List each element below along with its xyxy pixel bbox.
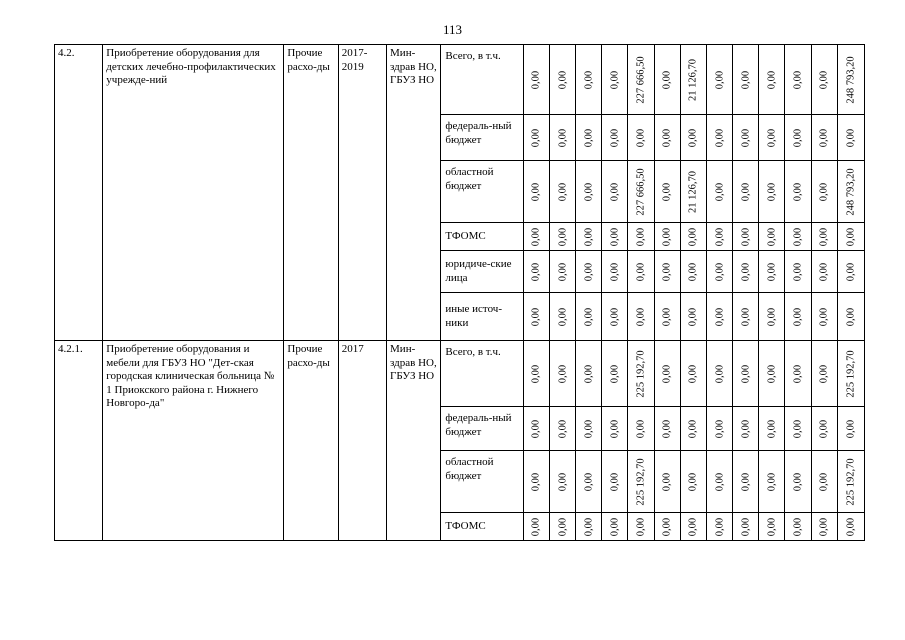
amount-value: 0,00 bbox=[766, 70, 778, 89]
amount-cell bbox=[706, 451, 732, 513]
amount-cell bbox=[602, 341, 628, 407]
amount-cell bbox=[654, 115, 680, 161]
amount-cell bbox=[628, 115, 654, 161]
amount-cell bbox=[628, 341, 654, 407]
amount-value: 0,00 bbox=[661, 472, 673, 491]
funding-source-label: ТФОМС bbox=[441, 223, 524, 251]
expense-type: Прочие расхо-ды bbox=[284, 341, 338, 541]
amount-cell bbox=[602, 513, 628, 541]
amount-value: 0,00 bbox=[530, 128, 542, 147]
amount-value: 0,00 bbox=[583, 472, 594, 491]
amount-cell bbox=[785, 251, 811, 293]
amount-cell bbox=[733, 223, 759, 251]
amount-cell bbox=[680, 251, 706, 293]
amount-cell bbox=[602, 115, 628, 161]
amount-cell bbox=[602, 451, 628, 513]
amount-cell bbox=[654, 341, 680, 407]
amount-value: 0,00 bbox=[583, 262, 594, 281]
item-name: Приобретение оборудования и мебели для ГБУЗ НО "Дет-ская городская клиническая больница № 1 Приокского района г. Нижнего Новгоро-да" bbox=[103, 341, 284, 541]
amount-cell bbox=[550, 407, 576, 451]
amount-cell bbox=[811, 407, 837, 451]
amount-value: 0,00 bbox=[609, 472, 621, 491]
amount-cell bbox=[680, 513, 706, 541]
amount-cell bbox=[628, 451, 654, 513]
amount-value: 0,00 bbox=[583, 517, 594, 536]
amount-cell bbox=[811, 451, 837, 513]
amount-value: 0,00 bbox=[766, 419, 778, 438]
amount-value: 0,00 bbox=[530, 182, 542, 201]
amount-cell bbox=[837, 251, 864, 293]
amount-cell bbox=[759, 161, 785, 223]
funding-source-label: Всего, в т.ч. bbox=[441, 45, 524, 115]
amount-cell bbox=[576, 451, 602, 513]
amount-value: 0,00 bbox=[739, 262, 751, 281]
amount-value: 0,00 bbox=[845, 419, 857, 438]
amount-value: 0,00 bbox=[687, 227, 699, 246]
amount-value: 0,00 bbox=[792, 472, 804, 491]
amount-value: 0,00 bbox=[556, 517, 568, 536]
amount-value: 0,00 bbox=[713, 262, 725, 281]
funding-source-label: областной бюджет bbox=[441, 451, 524, 513]
amount-cell bbox=[811, 223, 837, 251]
amount-value: 0,00 bbox=[713, 182, 725, 201]
amount-cell bbox=[654, 513, 680, 541]
amount-value: 0,00 bbox=[609, 517, 621, 536]
amount-value: 0,00 bbox=[635, 307, 647, 326]
amount-cell bbox=[733, 251, 759, 293]
amount-cell bbox=[576, 341, 602, 407]
amount-cell bbox=[837, 223, 864, 251]
amount-value: 0,00 bbox=[661, 227, 673, 246]
amount-value: 0,00 bbox=[583, 227, 594, 246]
amount-value: 0,00 bbox=[661, 262, 673, 281]
amount-cell bbox=[759, 115, 785, 161]
amount-cell bbox=[576, 407, 602, 451]
amount-value: 0,00 bbox=[792, 307, 804, 326]
amount-cell bbox=[628, 251, 654, 293]
amount-value: 0,00 bbox=[687, 419, 699, 438]
amount-value: 0,00 bbox=[818, 128, 830, 147]
amount-cell bbox=[759, 45, 785, 115]
amount-cell bbox=[785, 407, 811, 451]
amount-cell bbox=[837, 45, 864, 115]
period: 2017 bbox=[338, 341, 386, 541]
amount-value: 0,00 bbox=[530, 419, 542, 438]
amount-cell bbox=[654, 251, 680, 293]
amount-value: 0,00 bbox=[818, 182, 830, 201]
amount-cell bbox=[654, 161, 680, 223]
amount-value: 0,00 bbox=[766, 472, 778, 491]
amount-value: 0,00 bbox=[792, 262, 804, 281]
page-number: 113 bbox=[442, 22, 463, 37]
amount-value: 248 793,20 bbox=[845, 167, 857, 216]
amount-cell bbox=[523, 451, 549, 513]
amount-value: 0,00 bbox=[818, 517, 830, 536]
amount-value: 0,00 bbox=[687, 307, 699, 326]
amount-value: 0,00 bbox=[556, 70, 568, 89]
amount-value: 0,00 bbox=[556, 262, 568, 281]
amount-value: 0,00 bbox=[766, 262, 778, 281]
amount-value: 0,00 bbox=[530, 262, 542, 281]
amount-cell bbox=[654, 451, 680, 513]
amount-cell bbox=[523, 161, 549, 223]
amount-cell bbox=[811, 341, 837, 407]
amount-cell bbox=[576, 293, 602, 341]
amount-value: 0,00 bbox=[739, 227, 751, 246]
amount-cell bbox=[523, 341, 549, 407]
amount-value: 0,00 bbox=[661, 364, 673, 383]
amount-cell bbox=[759, 223, 785, 251]
amount-cell bbox=[733, 407, 759, 451]
amount-value: 0,00 bbox=[661, 70, 673, 89]
amount-value: 0,00 bbox=[739, 419, 751, 438]
amount-value: 0,00 bbox=[792, 517, 804, 536]
amount-value: 0,00 bbox=[713, 472, 725, 491]
amount-value: 0,00 bbox=[661, 307, 673, 326]
item-number: 4.2. bbox=[55, 45, 103, 341]
amount-value: 0,00 bbox=[635, 517, 647, 536]
amount-cell bbox=[706, 223, 732, 251]
table-row bbox=[55, 45, 865, 115]
amount-cell bbox=[628, 45, 654, 115]
amount-cell bbox=[550, 513, 576, 541]
amount-value: 0,00 bbox=[530, 307, 542, 326]
amount-cell bbox=[811, 251, 837, 293]
amount-cell bbox=[654, 407, 680, 451]
amount-cell bbox=[785, 341, 811, 407]
amount-value: 0,00 bbox=[609, 70, 621, 89]
amount-value: 0,00 bbox=[792, 70, 804, 89]
amount-cell bbox=[759, 293, 785, 341]
funding-source-label: юридиче-ские лица bbox=[441, 251, 524, 293]
amount-cell bbox=[680, 341, 706, 407]
amount-cell bbox=[550, 251, 576, 293]
funding-source-label: федераль-ный бюджет bbox=[441, 407, 524, 451]
amount-value: 0,00 bbox=[556, 472, 568, 491]
amount-cell bbox=[654, 293, 680, 341]
amount-value: 0,00 bbox=[635, 262, 647, 281]
amount-cell bbox=[706, 407, 732, 451]
amount-value: 0,00 bbox=[766, 128, 778, 147]
amount-value: 0,00 bbox=[818, 70, 830, 89]
amount-cell bbox=[680, 115, 706, 161]
item-number: 4.2.1. bbox=[55, 341, 103, 541]
amount-value: 0,00 bbox=[792, 182, 804, 201]
amount-value: 0,00 bbox=[739, 364, 751, 383]
amount-cell bbox=[602, 45, 628, 115]
amount-cell bbox=[759, 451, 785, 513]
amount-value: 0,00 bbox=[739, 70, 751, 89]
amount-value: 0,00 bbox=[739, 307, 751, 326]
amount-value: 0,00 bbox=[792, 227, 804, 246]
amount-value: 225 192,70 bbox=[845, 349, 857, 398]
funding-source-label: федераль-ный бюджет bbox=[441, 115, 524, 161]
amount-cell bbox=[523, 407, 549, 451]
amount-value: 0,00 bbox=[661, 517, 673, 536]
amount-value: 0,00 bbox=[845, 517, 857, 536]
amount-cell bbox=[576, 115, 602, 161]
amount-value: 0,00 bbox=[766, 307, 778, 326]
amount-cell bbox=[733, 341, 759, 407]
amount-cell bbox=[733, 45, 759, 115]
amount-value: 0,00 bbox=[766, 227, 778, 246]
amount-cell bbox=[706, 251, 732, 293]
amount-cell bbox=[654, 223, 680, 251]
amount-cell bbox=[706, 293, 732, 341]
amount-value: 0,00 bbox=[530, 227, 542, 246]
amount-cell bbox=[576, 161, 602, 223]
executor: Мин-здрав НО, ГБУЗ НО bbox=[387, 45, 441, 341]
amount-cell bbox=[733, 161, 759, 223]
amount-cell bbox=[654, 45, 680, 115]
amount-cell bbox=[680, 223, 706, 251]
amount-cell bbox=[785, 293, 811, 341]
amount-cell bbox=[576, 251, 602, 293]
amount-value: 225 192,70 bbox=[845, 457, 857, 506]
amount-value: 225 192,70 bbox=[635, 349, 647, 398]
amount-value: 0,00 bbox=[713, 364, 725, 383]
amount-value: 0,00 bbox=[609, 128, 621, 147]
amount-cell bbox=[576, 45, 602, 115]
amount-value: 0,00 bbox=[713, 227, 725, 246]
amount-cell bbox=[785, 161, 811, 223]
amount-cell bbox=[837, 407, 864, 451]
amount-cell bbox=[837, 115, 864, 161]
amount-value: 0,00 bbox=[635, 419, 647, 438]
amount-value: 0,00 bbox=[661, 182, 673, 201]
amount-value: 0,00 bbox=[635, 128, 647, 147]
amount-value: 0,00 bbox=[583, 364, 594, 383]
amount-value: 0,00 bbox=[609, 419, 621, 438]
amount-value: 227 666,50 bbox=[635, 167, 647, 216]
amount-value: 0,00 bbox=[530, 70, 542, 89]
amount-cell bbox=[550, 45, 576, 115]
amount-value: 0,00 bbox=[687, 262, 699, 281]
amount-cell bbox=[811, 115, 837, 161]
amount-cell bbox=[837, 161, 864, 223]
amount-cell bbox=[733, 115, 759, 161]
funding-source-label: Всего, в т.ч. bbox=[441, 341, 524, 407]
amount-value: 0,00 bbox=[530, 472, 542, 491]
amount-cell bbox=[759, 407, 785, 451]
amount-cell bbox=[602, 223, 628, 251]
amount-value: 0,00 bbox=[530, 517, 542, 536]
amount-cell bbox=[759, 341, 785, 407]
amount-cell bbox=[576, 223, 602, 251]
amount-cell bbox=[837, 341, 864, 407]
amount-cell bbox=[550, 161, 576, 223]
amount-cell bbox=[680, 161, 706, 223]
amount-cell bbox=[602, 161, 628, 223]
amount-cell bbox=[680, 293, 706, 341]
amount-value: 227 666,50 bbox=[635, 55, 647, 104]
item-name: Приобретение оборудования для детских лечебно-профилактических учрежде-ний bbox=[103, 45, 284, 341]
amount-cell bbox=[523, 293, 549, 341]
amount-value: 21 126,70 bbox=[687, 58, 699, 101]
funding-source-label: ТФОМС bbox=[441, 513, 524, 541]
amount-cell bbox=[628, 293, 654, 341]
amount-cell bbox=[706, 45, 732, 115]
amount-cell bbox=[576, 513, 602, 541]
amount-cell bbox=[733, 513, 759, 541]
amount-value: 248 793,20 bbox=[845, 55, 857, 104]
amount-cell bbox=[811, 513, 837, 541]
amount-cell bbox=[550, 293, 576, 341]
amount-cell bbox=[680, 407, 706, 451]
expense-type: Прочие расхо-ды bbox=[284, 45, 338, 341]
amount-cell bbox=[550, 115, 576, 161]
amount-value: 0,00 bbox=[556, 182, 568, 201]
period: 2017-2019 bbox=[338, 45, 386, 341]
amount-value: 0,00 bbox=[530, 364, 542, 383]
budget-table bbox=[54, 44, 865, 541]
amount-cell bbox=[837, 513, 864, 541]
table-row bbox=[55, 341, 865, 407]
amount-cell bbox=[602, 251, 628, 293]
amount-value: 0,00 bbox=[556, 128, 568, 147]
amount-cell bbox=[759, 251, 785, 293]
amount-cell bbox=[759, 513, 785, 541]
amount-cell bbox=[550, 341, 576, 407]
amount-value: 0,00 bbox=[556, 419, 568, 438]
amount-cell bbox=[837, 293, 864, 341]
amount-value: 0,00 bbox=[687, 364, 699, 383]
amount-value: 0,00 bbox=[845, 227, 857, 246]
amount-cell bbox=[811, 161, 837, 223]
amount-value: 0,00 bbox=[818, 227, 830, 246]
amount-value: 0,00 bbox=[713, 419, 725, 438]
amount-value: 0,00 bbox=[609, 307, 621, 326]
amount-value: 0,00 bbox=[766, 182, 778, 201]
amount-cell bbox=[680, 45, 706, 115]
amount-value: 0,00 bbox=[609, 364, 621, 383]
amount-value: 0,00 bbox=[661, 419, 673, 438]
amount-cell bbox=[523, 223, 549, 251]
amount-value: 0,00 bbox=[739, 182, 751, 201]
amount-cell bbox=[733, 293, 759, 341]
amount-cell bbox=[628, 161, 654, 223]
amount-cell bbox=[602, 407, 628, 451]
amount-cell bbox=[811, 45, 837, 115]
amount-value: 225 192,70 bbox=[635, 457, 647, 506]
amount-value: 0,00 bbox=[556, 307, 568, 326]
amount-value: 0,00 bbox=[818, 307, 830, 326]
amount-value: 0,00 bbox=[583, 70, 594, 89]
amount-value: 0,00 bbox=[583, 182, 594, 201]
amount-value: 0,00 bbox=[635, 227, 647, 246]
amount-cell bbox=[706, 115, 732, 161]
amount-value: 0,00 bbox=[766, 364, 778, 383]
amount-value: 0,00 bbox=[687, 128, 699, 147]
amount-cell bbox=[706, 341, 732, 407]
amount-cell bbox=[837, 451, 864, 513]
table-body bbox=[55, 45, 865, 541]
amount-cell bbox=[785, 451, 811, 513]
amount-cell bbox=[785, 45, 811, 115]
amount-cell bbox=[602, 293, 628, 341]
funding-source-label: областной бюджет bbox=[441, 161, 524, 223]
amount-value: 0,00 bbox=[713, 307, 725, 326]
amount-value: 0,00 bbox=[661, 128, 673, 147]
amount-value: 0,00 bbox=[766, 517, 778, 536]
amount-value: 0,00 bbox=[583, 128, 594, 147]
amount-cell bbox=[785, 513, 811, 541]
amount-cell bbox=[628, 513, 654, 541]
amount-value: 0,00 bbox=[739, 472, 751, 491]
amount-cell bbox=[550, 223, 576, 251]
amount-cell bbox=[523, 45, 549, 115]
amount-value: 0,00 bbox=[845, 128, 857, 147]
amount-cell bbox=[628, 223, 654, 251]
amount-value: 0,00 bbox=[818, 419, 830, 438]
amount-cell bbox=[550, 451, 576, 513]
amount-cell bbox=[523, 513, 549, 541]
amount-cell bbox=[706, 513, 732, 541]
amount-value: 21 126,70 bbox=[687, 170, 699, 213]
amount-value: 0,00 bbox=[713, 128, 725, 147]
amount-cell bbox=[523, 251, 549, 293]
amount-value: 0,00 bbox=[556, 364, 568, 383]
amount-value: 0,00 bbox=[739, 128, 751, 147]
amount-cell bbox=[628, 407, 654, 451]
amount-value: 0,00 bbox=[556, 227, 568, 246]
amount-value: 0,00 bbox=[687, 472, 699, 491]
amount-value: 0,00 bbox=[687, 517, 699, 536]
amount-value: 0,00 bbox=[713, 70, 725, 89]
amount-value: 0,00 bbox=[609, 262, 621, 281]
amount-value: 0,00 bbox=[609, 182, 621, 201]
amount-cell bbox=[523, 115, 549, 161]
amount-value: 0,00 bbox=[792, 128, 804, 147]
amount-cell bbox=[706, 161, 732, 223]
amount-cell bbox=[785, 223, 811, 251]
amount-value: 0,00 bbox=[845, 262, 857, 281]
amount-value: 0,00 bbox=[792, 419, 804, 438]
amount-value: 0,00 bbox=[739, 517, 751, 536]
amount-value: 0,00 bbox=[792, 364, 804, 383]
funding-source-label: иные источ-ники bbox=[441, 293, 524, 341]
amount-cell bbox=[811, 293, 837, 341]
amount-value: 0,00 bbox=[609, 227, 621, 246]
amount-value: 0,00 bbox=[818, 262, 830, 281]
amount-value: 0,00 bbox=[845, 307, 857, 326]
amount-value: 0,00 bbox=[713, 517, 725, 536]
amount-value: 0,00 bbox=[818, 472, 830, 491]
amount-value: 0,00 bbox=[583, 307, 594, 326]
amount-cell bbox=[785, 115, 811, 161]
executor: Мин-здрав НО, ГБУЗ НО bbox=[387, 341, 441, 541]
amount-cell bbox=[680, 451, 706, 513]
amount-value: 0,00 bbox=[583, 419, 594, 438]
amount-value: 0,00 bbox=[818, 364, 830, 383]
amount-cell bbox=[733, 451, 759, 513]
